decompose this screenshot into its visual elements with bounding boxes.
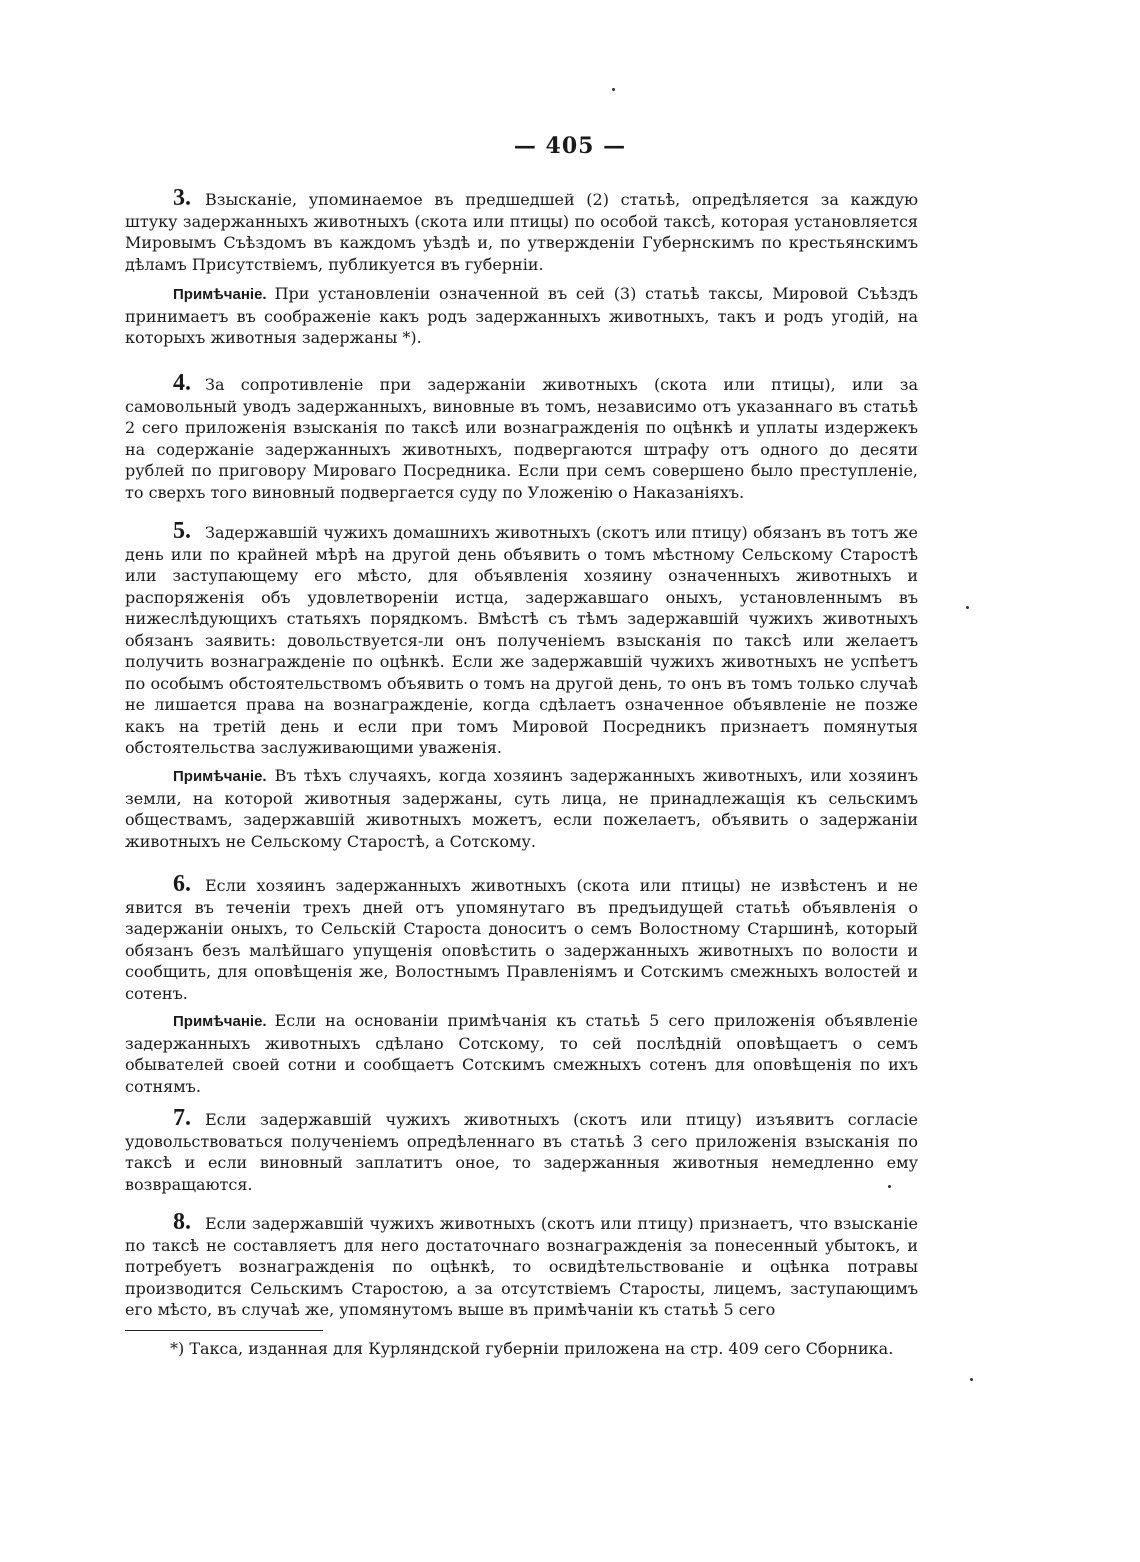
note-article-3 bbox=[125, 283, 918, 349]
note-article-6 bbox=[125, 1010, 918, 1097]
article-text: Задержавшій чужихъ домашнихъ животныхъ (скотъ или птицу) обязанъ въ тотъ же день или по крайней мѣрѣ на другой день объявить о томъ мѣстному Сельскому Старостѣ или заступающему его мѣсто, для объявленія хозяину означенныхъ животныхъ и распоряженія объ удовлетвореніи истца, задержавшаго оныхъ, установленнымъ въ нижеслѣдующихъ статьяхъ порядкомъ. Вмѣстѣ съ тѣмъ задержавшій чужихъ животныхъ обязанъ заявить: довольствуется-ли онъ полученіемъ взысканія по таксѣ или желаетъ получить вознагражденіе по оцѣнкѣ. Если же задержавшій чужихъ животныхъ не успѣетъ по особымъ обстоятельствомъ объявить о томъ на другой день, то онъ въ томъ только случаѣ не лишается права на вознагражденіе, когда сдѣлаетъ означенное объявленіе не позже какъ на третій день и если при томъ Мировой Посредникъ признаетъ помянутыя обстоятельства заслуживающими уваженія. bbox=[125, 523, 918, 757]
article-text: Если задержавшій чужихъ животныхъ (скотъ или птицу) признаетъ, что взысканіе по таксѣ не составляетъ для него достаточнаго вознагражденія за понесенный убытокъ, и потребуетъ вознагражденія по оцѣнкѣ, то освидѣтельствованіе и оцѣнка потравы производится Сельскимъ Старостою, а за отсутствіемъ Старосты, лицемъ, заступающимъ его мѣсто, въ случаѣ же, упомянутомъ выше въ примѣчаніи къ статьѣ 5 сего bbox=[125, 1214, 918, 1319]
article-number: 7. bbox=[173, 1105, 191, 1131]
scan-speck bbox=[966, 606, 969, 609]
article-text: Взысканіе, упоминаемое въ предшедшей (2) статьѣ, опредѣляется за каждую штуку задержанныхъ животныхъ (скота или птицы) по особой таксѣ, которая установляется Мировымъ Съѣздомъ въ каждомъ уѣздѣ и, по утвержденіи Губернскимъ по крестьянскимъ дѣламъ Присутствіемъ, публикуется въ губерніи. bbox=[125, 190, 918, 274]
note-label: Примѣчаніе. bbox=[173, 1013, 267, 1030]
note-label: Примѣчаніе. bbox=[173, 286, 267, 303]
article-text: Если задержавшій чужихъ животныхъ (скотъ или птицу) изъявитъ согласіе удовольствоваться полученіемъ опредѣленнаго въ статьѣ 3 сего приложенія взысканія по таксѣ и если виновный заплатитъ оное, то задержанныя животныя немедленно ему возвращаются. bbox=[125, 1110, 918, 1194]
article-5 bbox=[125, 518, 918, 759]
note-label: Примѣчаніе. bbox=[173, 768, 267, 785]
note-text: При установленіи означенной въ сей (3) статьѣ таксы, Мировой Съѣздъ принимаетъ въ соображеніе какъ родъ задержанныхъ животныхъ, такъ и родъ угодій, на которыхъ животныя задержаны *). bbox=[125, 284, 918, 347]
article-6 bbox=[125, 871, 918, 1004]
article-number: 8. bbox=[173, 1209, 191, 1235]
article-number: 5. bbox=[173, 518, 191, 544]
article-number: 3. bbox=[173, 185, 191, 211]
article-number: 6. bbox=[173, 871, 191, 897]
scan-speck bbox=[888, 1185, 891, 1188]
footnote: *) Такса, изданная для Курляндской губерніи приложена на стр. 409 сего Сборника. bbox=[170, 1339, 894, 1358]
article-text: Если хозяинъ задержанныхъ животныхъ (скота или птицы) не извѣстенъ и не явится въ теченіи трехъ дней отъ упомянутаго въ предъидущей статьѣ объявленія о задержаніи оныхъ, то Сельскій Староста доноситъ о семъ Волостному Старшинѣ, который обязанъ безъ малѣйшаго упущенія оповѣстить о задержанныхъ животныхъ по волости и сообщить, для оповѣщенія же, Волостнымъ Правленіямъ и Сотскимъ смежныхъ волостей и сотенъ. bbox=[125, 876, 918, 1003]
scan-speck bbox=[970, 1378, 973, 1381]
article-number: 4. bbox=[173, 370, 191, 396]
note-text: Въ тѣхъ случаяхъ, когда хозяинъ задержанныхъ животныхъ, или хозяинъ земли, на которой животныя задержаны, суть лица, не принадлежащія къ сельскимъ обществамъ, задержавшій животныхъ можетъ, если пожелаетъ, объявить о задержаніи животныхъ не Сельскому Старостѣ, а Сотскому. bbox=[125, 766, 918, 851]
article-text: За сопротивленіе при задержаніи животныхъ (скота или птицы), или за самовольный уводъ задержанныхъ, виновные въ томъ, независимо отъ указаннаго въ статьѣ 2 сего приложенія взысканія по таксѣ или вознагражденія по оцѣнкѣ и уплаты издержекъ на содержаніе задержанныхъ животныхъ, подвергаются штрафу отъ одного до десяти рублей по приговору Мироваго Посредника. Если при семъ совершено было преступленіе, то сверхъ того виновный подвергается суду по Уложенію о Наказаніяхъ. bbox=[125, 375, 918, 502]
note-text: Если на основаніи примѣчанія къ статьѣ 5 сего приложенія объявленіе задержанныхъ животныхъ сдѣлано Сотскому, то сей послѣдній оповѣщаетъ о семъ обывателей своей сотни и сообщаетъ Сотскимъ смежныхъ сотенъ для оповѣщенія по ихъ сотнямъ. bbox=[125, 1011, 918, 1096]
article-8 bbox=[125, 1209, 918, 1321]
article-3 bbox=[125, 185, 918, 275]
scan-speck bbox=[612, 88, 615, 91]
footnote-divider bbox=[125, 1330, 323, 1331]
article-4 bbox=[125, 370, 918, 503]
page-number: — 405 — bbox=[513, 133, 627, 159]
note-article-5 bbox=[125, 765, 918, 852]
article-7 bbox=[125, 1105, 918, 1195]
